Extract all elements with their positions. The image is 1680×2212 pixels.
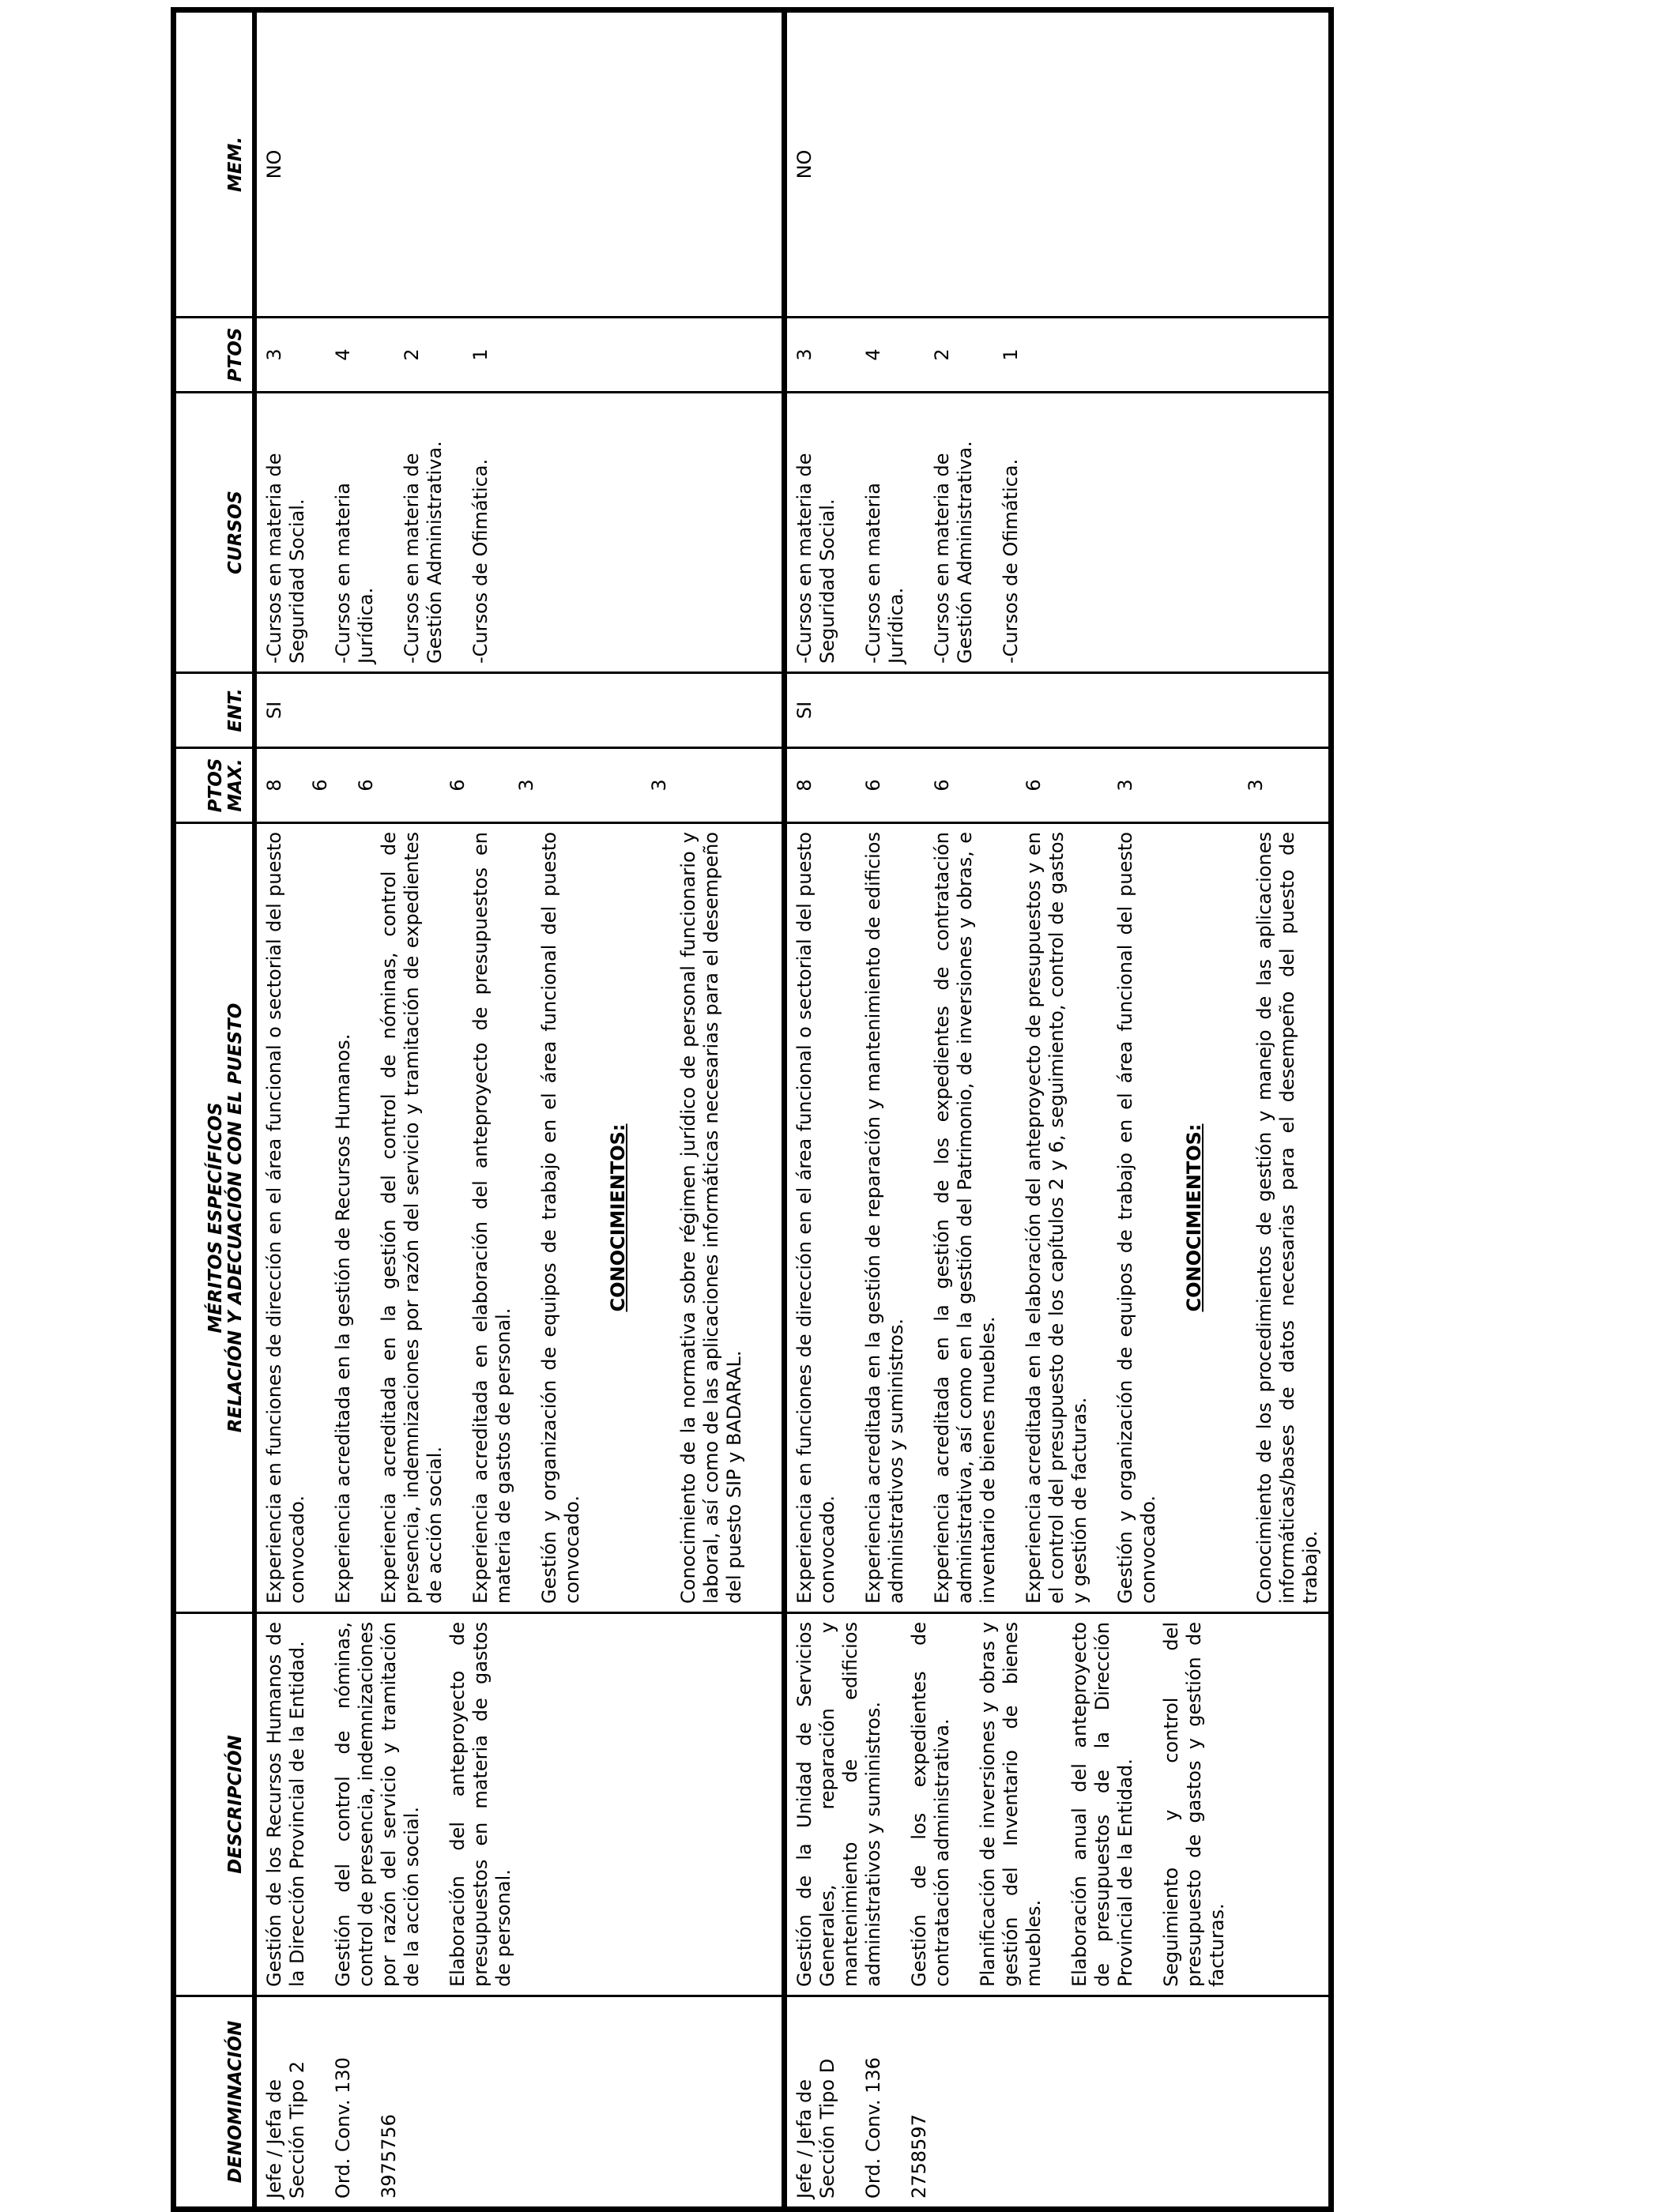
description-item: Gestión del control de nóminas, control de presencia, indemnizaciones por razón del servicio y tramitación de la acción social. [332,1622,423,1987]
denominacion-cell [254,1996,784,2210]
course-item: -Cursos de Ofimática. [999,458,1022,664]
description-item: Seguimiento y control del presupuesto de gastos y gestión de facturas. [1159,1622,1228,1987]
description-item: Gestión de los expedientes de contratación administrativa. [907,1622,953,1987]
course-item: -Cursos en materia Jurídica. [861,483,907,664]
course-points: 2 [401,348,423,361]
header-meritos-line2: RELACIÓN Y ADECUACIÓN CON EL PUESTO [225,1003,246,1433]
ptos-cell [784,318,1331,393]
course-item: -Cursos de Ofimática. [469,458,492,664]
position-title: Jefe / Jefa de Sección Tipo D [793,2058,838,2199]
merit-item: Experiencia acreditada en la gestión de reparación y mantenimiento de edificios administrativos y suministros. [861,832,907,1604]
merit-item: Experiencia en funciones de dirección en el área funcional o sectorial del puesto convocado. [793,832,838,1604]
ptos-max-cell [784,748,1331,823]
position-code: Ord. Conv. 130 [332,2057,354,2199]
course-points: 3 [793,348,816,361]
ptos-max-value: 3 [515,779,537,792]
header-meritos [174,823,255,1613]
ptos-max-value: 6 [1022,779,1045,792]
ptos-max-value: 6 [355,779,377,792]
course-points: 4 [861,348,884,361]
course-points: 1 [469,348,492,361]
header-ptos-max-line2: MAX. [225,758,246,812]
merit-item: Experiencia acreditada en la gestión del control de nóminas, control de presencia, indemnizaciones por razón del servicio y tramitación de expedientes de acción social. [378,832,446,1604]
mem-value: NO [263,149,285,179]
header-cursos: CURSOS [174,393,255,673]
ptos-cell [254,318,784,393]
position-id: 2758597 [907,2114,930,2199]
description-item: Gestión de los Recursos Humanos de la Dirección Provincial de la Entidad. [263,1622,308,1987]
merit-item: Experiencia acreditada en la elaboración del anteproyecto de presupuestos y en el control del presupuesto de los capítulos 2 y 6, seguimiento, control de gastos y gestión de facturas. [1022,832,1090,1604]
header-ptos-max-line1: PTOS [205,758,226,813]
description-item: Elaboración del anteproyecto de presupuestos en materia de gastos de personal. [446,1622,514,1987]
merit-item: Gestión y organización de equipos de trabajo en el área funcional del puesto convocado. [538,832,583,1604]
ptos-max-cell [254,748,784,823]
table-row [254,10,784,2210]
description-item: Elaboración anual del anteproyecto de presupuestos de la Dirección Provincial de la Entidad. [1068,1622,1136,1987]
ptos-max-value: 3 [1244,779,1267,792]
cursos-cell [254,393,784,673]
course-item: -Cursos en materia de Seguridad Social. [793,453,838,664]
ptos-max-value: 3 [648,779,670,792]
description-item: Gestión de la Unidad de Servicios Generales, reparación y mantenimiento de edificios administrativos y suministros. [793,1622,884,1987]
header-meritos-line1: MÉRITOS ESPECÍFICOS [205,1102,226,1334]
header-descripcion: DESCRIPCIÓN [174,1613,255,1996]
description-item: Planificación de inversiones y obras y gestión del Inventario de bienes muebles. [976,1622,1045,1987]
merits-table [171,7,1334,2212]
mem-cell [784,10,1331,318]
table-row [784,10,1331,2210]
header-mem: MEM. [174,10,255,318]
course-item: -Cursos en materia de Gestión Administrativa. [401,441,446,664]
descripcion-cell [784,1613,1331,1996]
course-points: 3 [263,348,285,361]
meritos-cell [254,823,784,1613]
ptos-max-value: 8 [793,779,816,792]
conocimientos-item: Conocimiento de los procedimientos de gestión y manejo de las aplicaciones informáticas/bases de datos necesarias para el desempeño del puesto de trabajo. [1252,832,1321,1604]
header-ptos: PTOS [174,318,255,393]
header-ent: ENT. [174,673,255,748]
position-id: 3975756 [378,2114,400,2199]
course-points: 2 [930,348,953,361]
ptos-max-value: 8 [263,779,285,792]
ent-value: SI [793,701,816,720]
header-denominacion: DENOMINACIÓN [174,1996,255,2210]
header-row [174,10,255,2210]
ptos-max-value: 6 [309,779,331,792]
course-item: -Cursos en materia de Seguridad Social. [263,453,308,664]
position-title: Jefe / Jefa de Sección Tipo 2 [263,2061,308,2199]
position-code: Ord. Conv. 136 [861,2057,884,2199]
course-item: -Cursos en materia de Gestión Administrativa. [930,441,976,664]
merit-item: Experiencia acreditada en la gestión de Recursos Humanos. [332,1033,354,1604]
header-ptos-max [174,748,255,823]
merit-item: Experiencia acreditada en la gestión de los expedientes de contratación administrativa, así como en la gestión del Patrimonio, de inversiones y obras, e inventario de bienes muebles. [930,832,999,1604]
ptos-max-value: 6 [930,779,953,792]
mem-value: NO [793,149,816,179]
course-points: 1 [999,348,1022,361]
mem-cell [254,10,784,318]
rotated-table-container [171,13,1323,2212]
course-points: 4 [332,348,354,361]
conocimientos-item: Conocimiento de la normativa sobre régimen jurídico de personal funcionario y laboral, así como de las aplicaciones informáticas necesarias para el desempeño del puesto SIP y BADARAL. [677,832,745,1604]
conocimientos-heading: CONOCIMIENTOS: [607,1123,629,1312]
ptos-max-value: 6 [861,779,884,792]
descripcion-cell [254,1613,784,1996]
ent-value: SI [263,701,285,720]
merit-item: Experiencia acreditada en elaboración del anteproyecto de presupuestos en materia de gastos de personal. [469,832,514,1604]
course-item: -Cursos en materia Jurídica. [332,483,377,664]
ent-cell [784,673,1331,748]
ent-cell [254,673,784,748]
merit-item: Gestión y organización de equipos de trabajo en el área funcional del puesto convocado. [1113,832,1159,1604]
merit-item: Experiencia en funciones de dirección en el área funcional o sectorial del puesto convocado. [263,832,308,1604]
denominacion-cell [784,1996,1331,2210]
ptos-max-value: 3 [1113,779,1136,792]
conocimientos-heading: CONOCIMIENTOS: [1182,1123,1205,1312]
ptos-max-value: 6 [446,779,469,792]
meritos-cell [784,823,1331,1613]
cursos-cell [784,393,1331,673]
